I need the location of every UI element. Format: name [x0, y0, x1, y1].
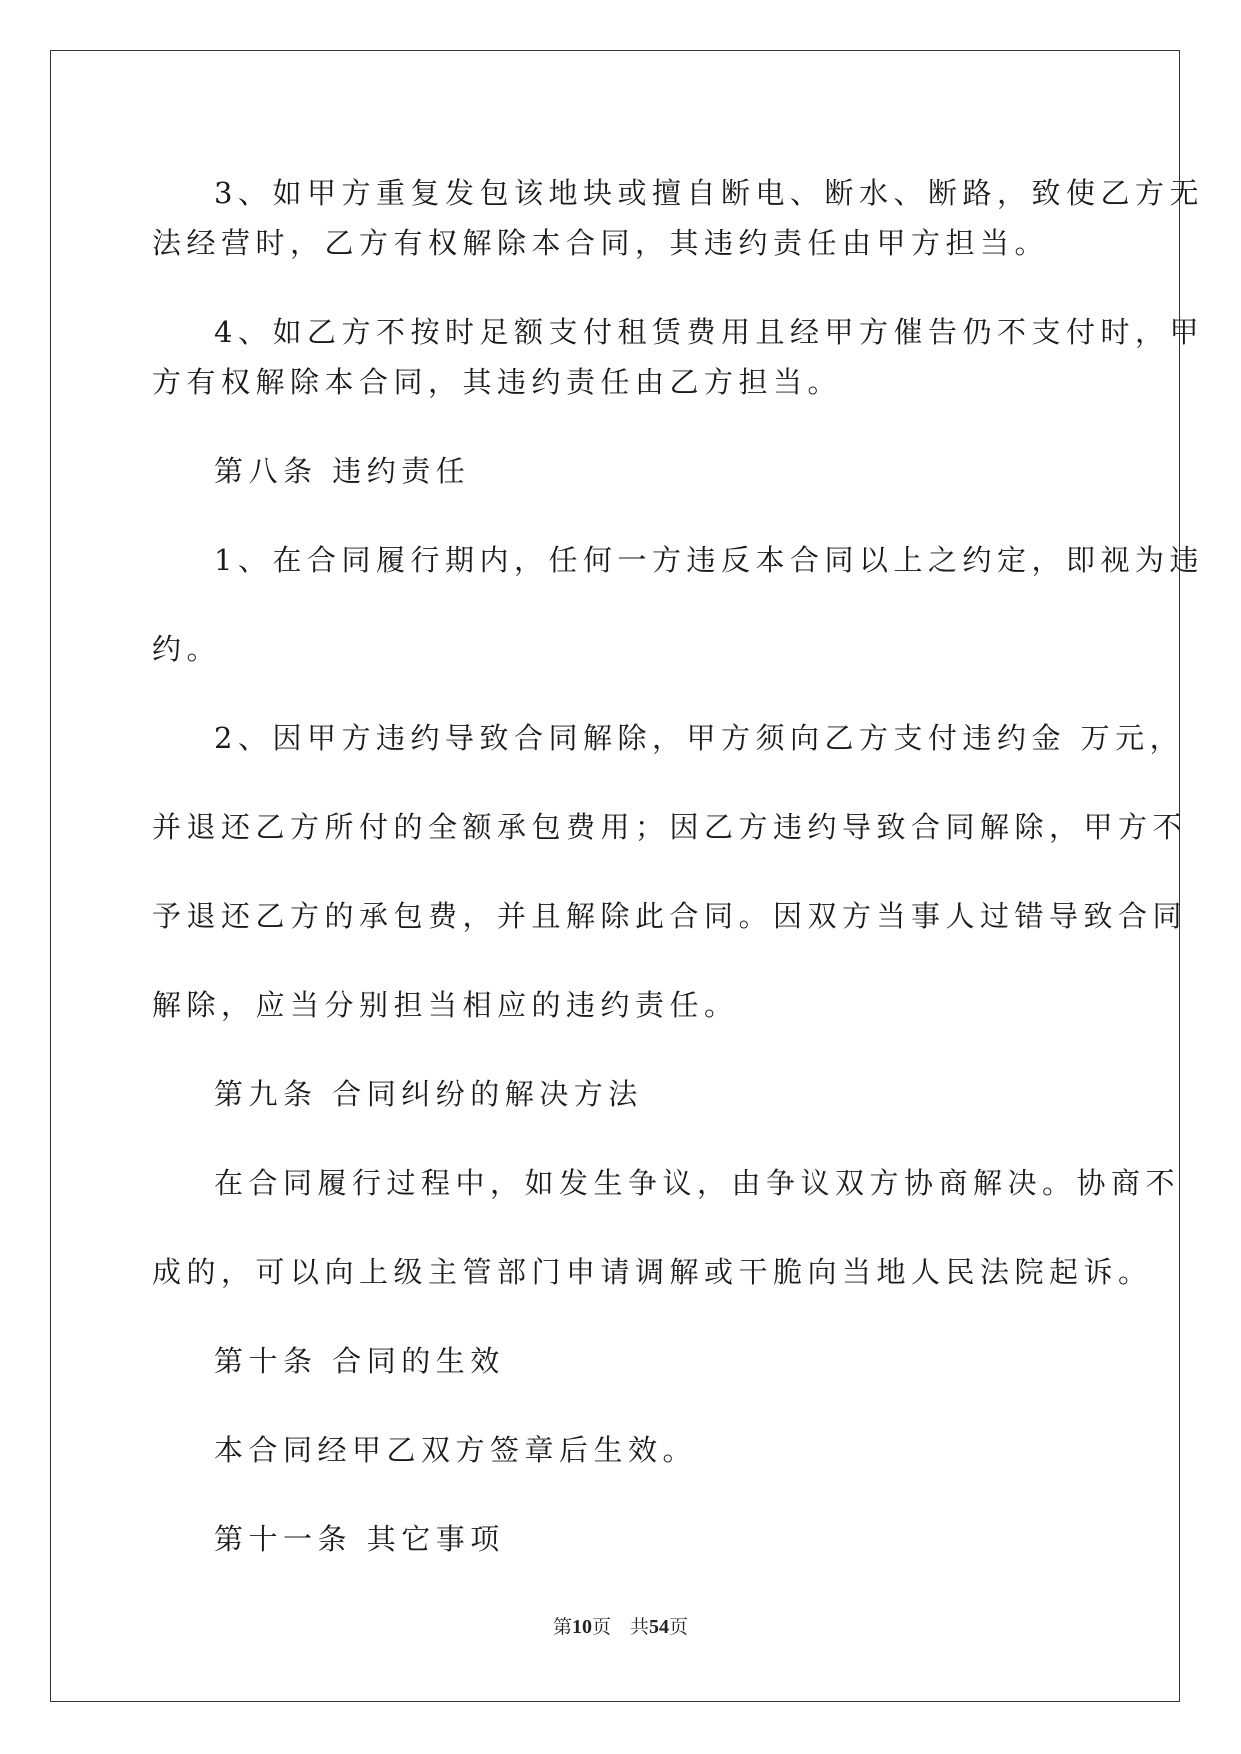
- page-mid: 页 共: [591, 1616, 649, 1638]
- paragraph-line: 本合同经甲乙双方签章后生效。: [214, 1433, 698, 1467]
- section-heading: 第十一条 其它事项: [214, 1522, 505, 1556]
- page-suffix: 页: [669, 1616, 689, 1638]
- paragraph-line: 成的，可以向上级主管部门申请调解或干脆向当地人民法院起诉。: [152, 1255, 1153, 1289]
- paragraph-line: 4、如乙方不按时足额支付租赁费用且经甲方催告仍不支付时，甲: [214, 315, 1204, 349]
- paragraph-line: 在合同履行过程中，如发生争议，由争议双方协商解决。协商不: [214, 1166, 1181, 1200]
- paragraph-line: 约。: [152, 632, 222, 666]
- section-heading: 第十条 合同的生效: [214, 1344, 505, 1378]
- page-total: 54: [649, 1616, 669, 1638]
- paragraph-line: 予退还乙方的承包费，并且解除此合同。因双方当事人过错导致合同: [152, 899, 1188, 933]
- section-heading: 第九条 合同纠纷的解决方法: [214, 1077, 643, 1111]
- page-footer: [0, 1612, 1241, 1639]
- section-heading: 第八条 违约责任: [214, 454, 471, 488]
- paragraph-line: 解除，应当分别担当相应的违约责任。: [152, 988, 739, 1022]
- paragraph-line: 法经营时，乙方有权解除本合同，其违约责任由甲方担当。: [152, 226, 1050, 260]
- document-body: [152, 168, 1204, 1564]
- paragraph-line: 2、因甲方违约导致合同解除，甲方须向乙方支付违约金 万元，: [214, 721, 1185, 755]
- paragraph-line: 3、如甲方重复发包该地块或擅自断电、断水、断路，致使乙方无: [214, 176, 1204, 210]
- page-current: 10: [571, 1616, 592, 1638]
- page-prefix: 第: [552, 1616, 572, 1638]
- paragraph-line: 1、在合同履行期内，任何一方违反本合同以上之约定，即视为违: [214, 543, 1204, 577]
- paragraph-line: 方有权解除本合同，其违约责任由乙方担当。: [152, 365, 843, 399]
- paragraph-line: 并退还乙方所付的全额承包费用；因乙方违约导致合同解除，甲方不: [152, 810, 1188, 844]
